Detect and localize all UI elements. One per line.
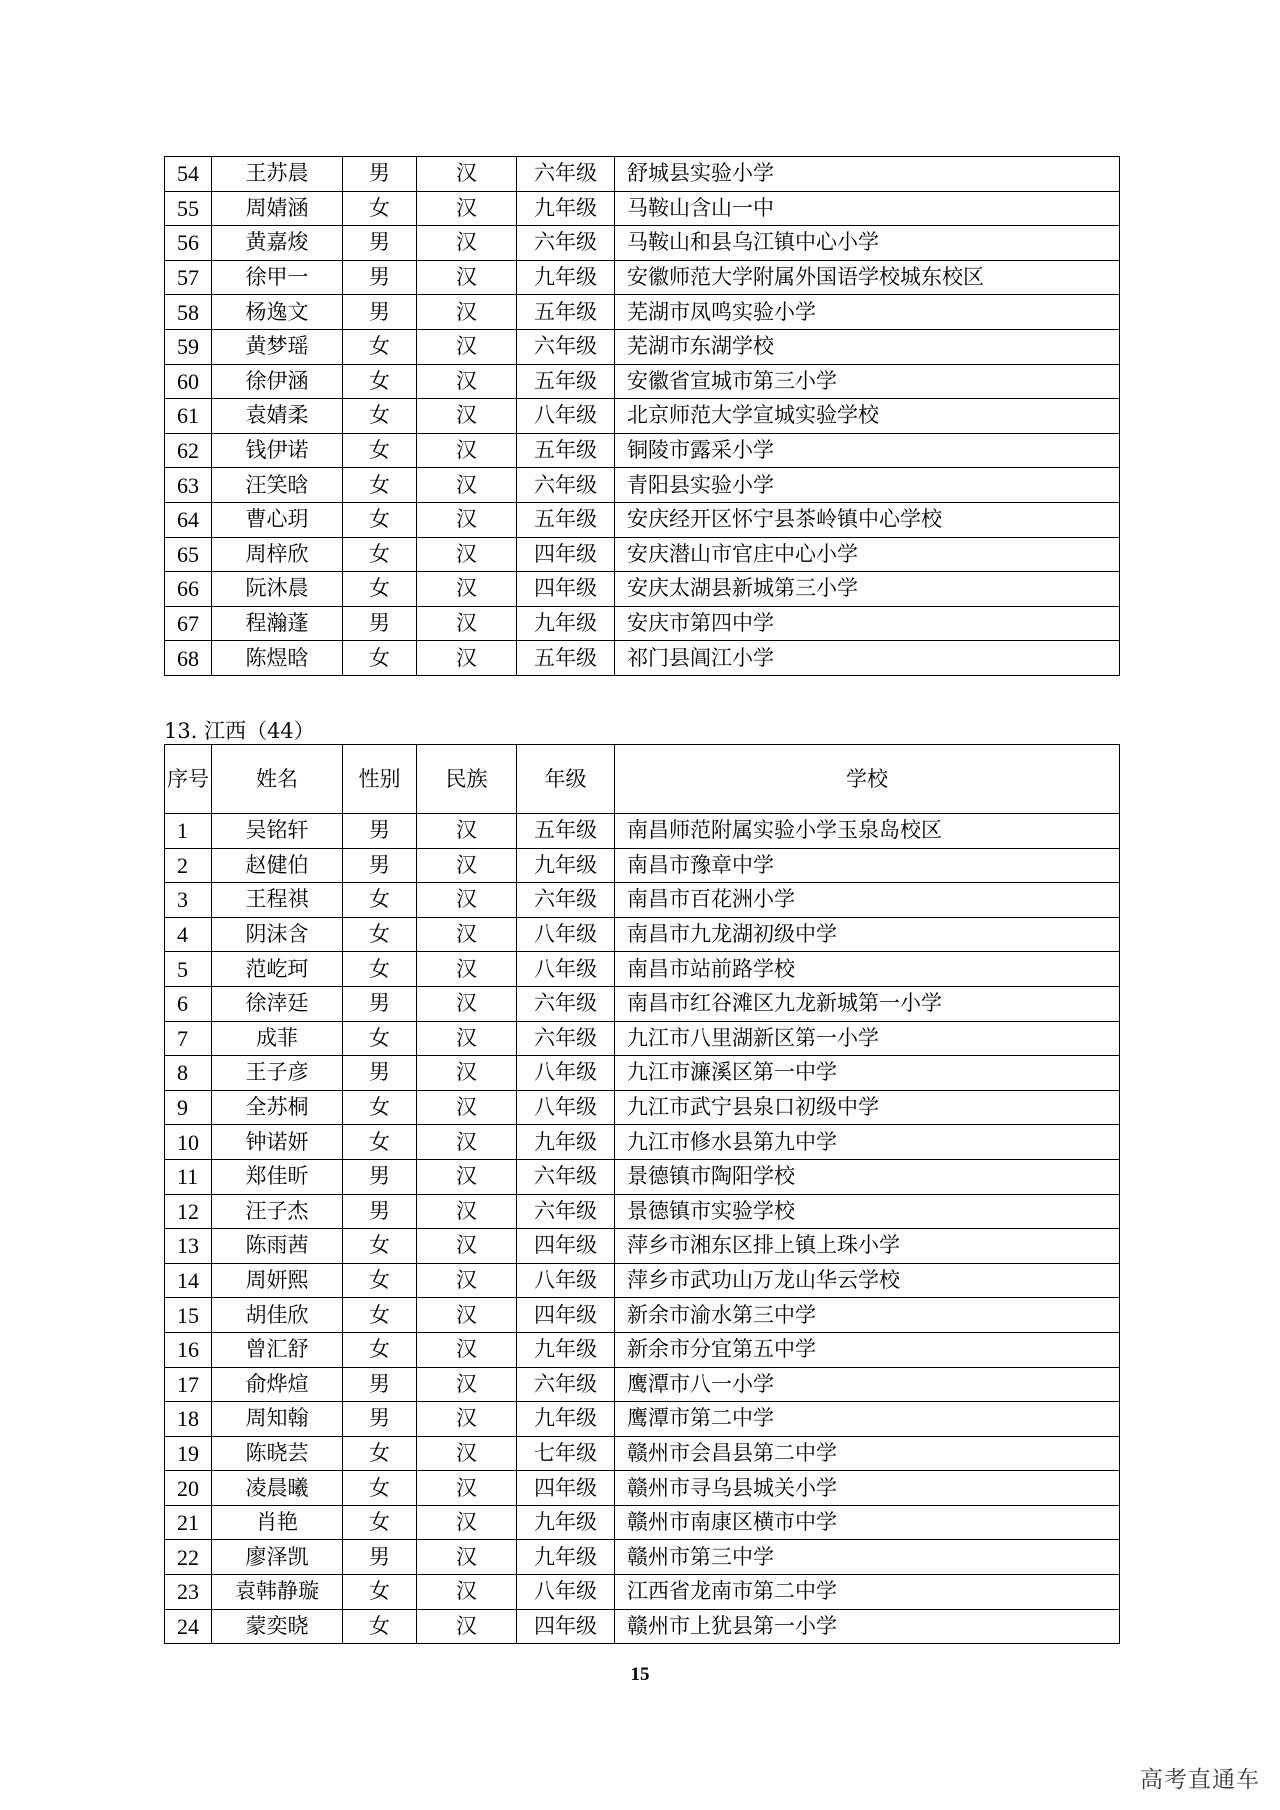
cell-name: 钱伊诺 xyxy=(212,433,343,468)
table-row xyxy=(165,157,1120,192)
cell-grade: 八年级 xyxy=(517,1056,615,1091)
cell-school: 南昌师范附属实验小学玉泉岛校区 xyxy=(615,814,1120,849)
cell-grade: 九年级 xyxy=(517,606,615,641)
cell-grade: 八年级 xyxy=(517,1575,615,1610)
cell-grade: 八年级 xyxy=(517,917,615,952)
table-row xyxy=(165,1505,1120,1540)
cell-name: 袁婧柔 xyxy=(212,399,343,434)
cell-index: 62 xyxy=(165,433,212,468)
cell-school: 萍乡市武功山万龙山华云学校 xyxy=(615,1263,1120,1298)
cell-grade: 六年级 xyxy=(517,329,615,364)
cell-gender: 女 xyxy=(343,329,417,364)
cell-grade: 八年级 xyxy=(517,399,615,434)
cell-school: 青阳县实验小学 xyxy=(615,468,1120,503)
table-row xyxy=(165,917,1120,952)
cell-gender: 男 xyxy=(343,1159,417,1194)
table-row xyxy=(165,952,1120,987)
cell-ethnicity: 汉 xyxy=(417,1229,517,1264)
cell-ethnicity: 汉 xyxy=(417,572,517,607)
cell-index: 56 xyxy=(165,226,212,261)
table-row xyxy=(165,572,1120,607)
table-row xyxy=(165,1194,1120,1229)
cell-gender: 女 xyxy=(343,1125,417,1160)
cell-grade: 九年级 xyxy=(517,1402,615,1437)
cell-school: 赣州市第三中学 xyxy=(615,1540,1120,1575)
cell-grade: 四年级 xyxy=(517,1471,615,1506)
cell-index: 24 xyxy=(165,1609,212,1644)
cell-grade: 九年级 xyxy=(517,260,615,295)
cell-school: 景德镇市陶阳学校 xyxy=(615,1159,1120,1194)
cell-school: 南昌市豫章中学 xyxy=(615,848,1120,883)
cell-school: 安庆太湖县新城第三小学 xyxy=(615,572,1120,607)
cell-name: 陈晓芸 xyxy=(212,1436,343,1471)
cell-grade: 五年级 xyxy=(517,364,615,399)
cell-name: 全苏桐 xyxy=(212,1090,343,1125)
cell-grade: 八年级 xyxy=(517,1090,615,1125)
cell-gender: 女 xyxy=(343,1575,417,1610)
cell-index: 15 xyxy=(165,1298,212,1333)
cell-school: 九江市八里湖新区第一小学 xyxy=(615,1021,1120,1056)
table-row xyxy=(165,502,1120,537)
cell-index: 2 xyxy=(165,848,212,883)
page-number: 15 xyxy=(630,1664,650,1685)
cell-grade: 九年级 xyxy=(517,1125,615,1160)
cell-gender: 女 xyxy=(343,468,417,503)
table-row xyxy=(165,986,1120,1021)
table-row xyxy=(165,537,1120,572)
cell-name: 徐甲一 xyxy=(212,260,343,295)
table-row xyxy=(165,814,1120,849)
cell-name: 汪笑晗 xyxy=(212,468,343,503)
cell-school: 新余市渝水第三中学 xyxy=(615,1298,1120,1333)
cell-gender: 女 xyxy=(343,191,417,226)
cell-name: 肖艳 xyxy=(212,1505,343,1540)
cell-name: 徐涬廷 xyxy=(212,986,343,1021)
table-row xyxy=(165,399,1120,434)
cell-gender: 女 xyxy=(343,1505,417,1540)
table-row xyxy=(165,1436,1120,1471)
table-row xyxy=(165,329,1120,364)
cell-gender: 女 xyxy=(343,1021,417,1056)
cell-ethnicity: 汉 xyxy=(417,1609,517,1644)
cell-index: 66 xyxy=(165,572,212,607)
table-row xyxy=(165,848,1120,883)
cell-name: 汪子杰 xyxy=(212,1194,343,1229)
table-row xyxy=(165,364,1120,399)
cell-ethnicity: 汉 xyxy=(417,329,517,364)
header-name: 姓名 xyxy=(212,745,343,814)
cell-ethnicity: 汉 xyxy=(417,1194,517,1229)
cell-ethnicity: 汉 xyxy=(417,814,517,849)
cell-index: 22 xyxy=(165,1540,212,1575)
cell-grade: 六年级 xyxy=(517,1194,615,1229)
cell-ethnicity: 汉 xyxy=(417,1402,517,1437)
cell-grade: 六年级 xyxy=(517,986,615,1021)
table-row xyxy=(165,1090,1120,1125)
cell-name: 俞烨煊 xyxy=(212,1367,343,1402)
cell-grade: 六年级 xyxy=(517,157,615,192)
table-row xyxy=(165,260,1120,295)
table-row xyxy=(165,1402,1120,1437)
cell-name: 陈煜晗 xyxy=(212,641,343,676)
table-row xyxy=(165,1056,1120,1091)
cell-ethnicity: 汉 xyxy=(417,468,517,503)
cell-name: 杨逸文 xyxy=(212,295,343,330)
table-row xyxy=(165,226,1120,261)
cell-school: 新余市分宜第五中学 xyxy=(615,1332,1120,1367)
cell-index: 68 xyxy=(165,641,212,676)
cell-ethnicity: 汉 xyxy=(417,1056,517,1091)
cell-name: 曹心玥 xyxy=(212,502,343,537)
table-row xyxy=(165,1332,1120,1367)
cell-school: 安徽省宣城市第三小学 xyxy=(615,364,1120,399)
table-row xyxy=(165,1471,1120,1506)
cell-grade: 九年级 xyxy=(517,848,615,883)
cell-school: 安徽师范大学附属外国语学校城东校区 xyxy=(615,260,1120,295)
cell-ethnicity: 汉 xyxy=(417,848,517,883)
header-index: 序号 xyxy=(165,745,212,814)
cell-ethnicity: 汉 xyxy=(417,1332,517,1367)
cell-school: 景德镇市实验学校 xyxy=(615,1194,1120,1229)
cell-name: 赵健伯 xyxy=(212,848,343,883)
cell-grade: 八年级 xyxy=(517,952,615,987)
cell-school: 赣州市南康区横市中学 xyxy=(615,1505,1120,1540)
cell-gender: 男 xyxy=(343,986,417,1021)
cell-index: 10 xyxy=(165,1125,212,1160)
cell-ethnicity: 汉 xyxy=(417,1090,517,1125)
table-row xyxy=(165,606,1120,641)
table-row xyxy=(165,295,1120,330)
cell-gender: 女 xyxy=(343,883,417,918)
cell-ethnicity: 汉 xyxy=(417,1540,517,1575)
cell-index: 14 xyxy=(165,1263,212,1298)
cell-index: 23 xyxy=(165,1575,212,1610)
table-row xyxy=(165,1575,1120,1610)
table-row xyxy=(165,1298,1120,1333)
cell-name: 王苏晨 xyxy=(212,157,343,192)
cell-index: 13 xyxy=(165,1229,212,1264)
cell-gender: 女 xyxy=(343,1609,417,1644)
cell-grade: 六年级 xyxy=(517,883,615,918)
cell-ethnicity: 汉 xyxy=(417,157,517,192)
cell-index: 4 xyxy=(165,917,212,952)
cell-gender: 女 xyxy=(343,537,417,572)
cell-gender: 男 xyxy=(343,1056,417,1091)
cell-school: 鹰潭市第二中学 xyxy=(615,1402,1120,1437)
table-row xyxy=(165,883,1120,918)
cell-index: 60 xyxy=(165,364,212,399)
header-row xyxy=(165,745,1120,814)
cell-school: 九江市武宁县泉口初级中学 xyxy=(615,1090,1120,1125)
cell-name: 吴铭轩 xyxy=(212,814,343,849)
header-gender: 性别 xyxy=(343,745,417,814)
cell-index: 64 xyxy=(165,502,212,537)
cell-gender: 男 xyxy=(343,814,417,849)
cell-index: 65 xyxy=(165,537,212,572)
table-row xyxy=(165,1021,1120,1056)
cell-gender: 女 xyxy=(343,364,417,399)
cell-gender: 女 xyxy=(343,1298,417,1333)
cell-gender: 女 xyxy=(343,1471,417,1506)
table-row xyxy=(165,433,1120,468)
cell-gender: 女 xyxy=(343,399,417,434)
cell-index: 19 xyxy=(165,1436,212,1471)
cell-ethnicity: 汉 xyxy=(417,1021,517,1056)
cell-grade: 九年级 xyxy=(517,191,615,226)
cell-school: 铜陵市露采小学 xyxy=(615,433,1120,468)
cell-grade: 七年级 xyxy=(517,1436,615,1471)
table-jiangxi xyxy=(164,744,1120,1644)
cell-name: 王子彦 xyxy=(212,1056,343,1091)
cell-school: 马鞍山和县乌江镇中心小学 xyxy=(615,226,1120,261)
cell-name: 蒙奕晓 xyxy=(212,1609,343,1644)
cell-name: 范屹珂 xyxy=(212,952,343,987)
cell-name: 成菲 xyxy=(212,1021,343,1056)
cell-ethnicity: 汉 xyxy=(417,191,517,226)
cell-gender: 女 xyxy=(343,572,417,607)
cell-grade: 四年级 xyxy=(517,1229,615,1264)
cell-index: 58 xyxy=(165,295,212,330)
cell-grade: 五年级 xyxy=(517,502,615,537)
table-b-header xyxy=(165,745,1120,814)
cell-index: 61 xyxy=(165,399,212,434)
cell-name: 徐伊涵 xyxy=(212,364,343,399)
cell-grade: 六年级 xyxy=(517,1367,615,1402)
cell-index: 21 xyxy=(165,1505,212,1540)
cell-grade: 九年级 xyxy=(517,1505,615,1540)
cell-index: 5 xyxy=(165,952,212,987)
cell-name: 黄梦瑶 xyxy=(212,329,343,364)
cell-index: 6 xyxy=(165,986,212,1021)
cell-school: 安庆潜山市官庄中心小学 xyxy=(615,537,1120,572)
cell-ethnicity: 汉 xyxy=(417,952,517,987)
cell-school: 芜湖市东湖学校 xyxy=(615,329,1120,364)
cell-index: 57 xyxy=(165,260,212,295)
cell-ethnicity: 汉 xyxy=(417,1159,517,1194)
cell-gender: 女 xyxy=(343,1229,417,1264)
table-row xyxy=(165,468,1120,503)
cell-ethnicity: 汉 xyxy=(417,399,517,434)
cell-gender: 女 xyxy=(343,433,417,468)
cell-grade: 五年级 xyxy=(517,433,615,468)
cell-index: 11 xyxy=(165,1159,212,1194)
cell-gender: 男 xyxy=(343,260,417,295)
cell-ethnicity: 汉 xyxy=(417,364,517,399)
table-row xyxy=(165,191,1120,226)
cell-index: 18 xyxy=(165,1402,212,1437)
cell-ethnicity: 汉 xyxy=(417,917,517,952)
cell-name: 廖泽凯 xyxy=(212,1540,343,1575)
cell-grade: 六年级 xyxy=(517,1159,615,1194)
cell-school: 马鞍山含山一中 xyxy=(615,191,1120,226)
cell-ethnicity: 汉 xyxy=(417,1505,517,1540)
cell-index: 20 xyxy=(165,1471,212,1506)
cell-gender: 男 xyxy=(343,157,417,192)
table-a-body xyxy=(165,157,1120,676)
cell-grade: 六年级 xyxy=(517,226,615,261)
cell-school: 安庆市第四中学 xyxy=(615,606,1120,641)
cell-gender: 男 xyxy=(343,226,417,261)
cell-school: 萍乡市湘东区排上镇上珠小学 xyxy=(615,1229,1120,1264)
cell-gender: 女 xyxy=(343,502,417,537)
cell-index: 59 xyxy=(165,329,212,364)
cell-ethnicity: 汉 xyxy=(417,502,517,537)
cell-ethnicity: 汉 xyxy=(417,641,517,676)
cell-ethnicity: 汉 xyxy=(417,1367,517,1402)
cell-name: 钟诺妍 xyxy=(212,1125,343,1160)
cell-school: 鹰潭市八一小学 xyxy=(615,1367,1120,1402)
cell-gender: 男 xyxy=(343,848,417,883)
table-row xyxy=(165,1609,1120,1644)
cell-grade: 五年级 xyxy=(517,814,615,849)
cell-gender: 男 xyxy=(343,1367,417,1402)
cell-name: 黄嘉焌 xyxy=(212,226,343,261)
cell-name: 凌晨曦 xyxy=(212,1471,343,1506)
cell-index: 16 xyxy=(165,1332,212,1367)
cell-gender: 女 xyxy=(343,1263,417,1298)
cell-gender: 男 xyxy=(343,606,417,641)
cell-gender: 女 xyxy=(343,952,417,987)
cell-ethnicity: 汉 xyxy=(417,1125,517,1160)
table-row xyxy=(165,641,1120,676)
cell-school: 九江市修水县第九中学 xyxy=(615,1125,1120,1160)
cell-ethnicity: 汉 xyxy=(417,1575,517,1610)
cell-ethnicity: 汉 xyxy=(417,883,517,918)
cell-gender: 女 xyxy=(343,641,417,676)
cell-grade: 四年级 xyxy=(517,1609,615,1644)
table-row xyxy=(165,1540,1120,1575)
cell-index: 17 xyxy=(165,1367,212,1402)
header-school: 学校 xyxy=(615,745,1120,814)
cell-gender: 男 xyxy=(343,1194,417,1229)
cell-ethnicity: 汉 xyxy=(417,1298,517,1333)
cell-index: 8 xyxy=(165,1056,212,1091)
cell-grade: 四年级 xyxy=(517,1298,615,1333)
cell-index: 12 xyxy=(165,1194,212,1229)
table-b-body xyxy=(165,814,1120,1644)
cell-ethnicity: 汉 xyxy=(417,1263,517,1298)
cell-school: 江西省龙南市第二中学 xyxy=(615,1575,1120,1610)
cell-grade: 四年级 xyxy=(517,537,615,572)
cell-name: 曾汇舒 xyxy=(212,1332,343,1367)
cell-grade: 六年级 xyxy=(517,1021,615,1056)
cell-name: 阮沐晨 xyxy=(212,572,343,607)
cell-gender: 女 xyxy=(343,1090,417,1125)
cell-school: 安庆经开区怀宁县茶岭镇中心学校 xyxy=(615,502,1120,537)
section-title-jiangxi: 13. 江西（44） xyxy=(164,719,315,743)
cell-ethnicity: 汉 xyxy=(417,1471,517,1506)
cell-index: 7 xyxy=(165,1021,212,1056)
cell-gender: 男 xyxy=(343,295,417,330)
cell-school: 九江市濂溪区第一中学 xyxy=(615,1056,1120,1091)
cell-ethnicity: 汉 xyxy=(417,986,517,1021)
cell-ethnicity: 汉 xyxy=(417,226,517,261)
cell-name: 程瀚蓬 xyxy=(212,606,343,641)
cell-school: 南昌市站前路学校 xyxy=(615,952,1120,987)
cell-school: 南昌市百花洲小学 xyxy=(615,883,1120,918)
cell-index: 1 xyxy=(165,814,212,849)
cell-gender: 男 xyxy=(343,1540,417,1575)
cell-grade: 四年级 xyxy=(517,572,615,607)
cell-gender: 男 xyxy=(343,1402,417,1437)
cell-school: 赣州市上犹县第一小学 xyxy=(615,1609,1120,1644)
cell-grade: 九年级 xyxy=(517,1332,615,1367)
cell-index: 54 xyxy=(165,157,212,192)
cell-ethnicity: 汉 xyxy=(417,260,517,295)
cell-school: 北京师范大学宣城实验学校 xyxy=(615,399,1120,434)
table-row xyxy=(165,1159,1120,1194)
cell-name: 周婧涵 xyxy=(212,191,343,226)
cell-name: 胡佳欣 xyxy=(212,1298,343,1333)
cell-school: 南昌市九龙湖初级中学 xyxy=(615,917,1120,952)
cell-index: 67 xyxy=(165,606,212,641)
cell-name: 周知翰 xyxy=(212,1402,343,1437)
cell-gender: 女 xyxy=(343,1436,417,1471)
cell-name: 袁韩静璇 xyxy=(212,1575,343,1610)
cell-school: 赣州市会昌县第二中学 xyxy=(615,1436,1120,1471)
cell-name: 阴沫含 xyxy=(212,917,343,952)
cell-grade: 八年级 xyxy=(517,1263,615,1298)
cell-ethnicity: 汉 xyxy=(417,295,517,330)
cell-index: 9 xyxy=(165,1090,212,1125)
cell-school: 祁门县阊江小学 xyxy=(615,641,1120,676)
cell-grade: 五年级 xyxy=(517,641,615,676)
cell-gender: 女 xyxy=(343,917,417,952)
cell-name: 王程祺 xyxy=(212,883,343,918)
cell-index: 63 xyxy=(165,468,212,503)
header-ethnicity: 民族 xyxy=(417,745,517,814)
table-row xyxy=(165,1367,1120,1402)
cell-index: 55 xyxy=(165,191,212,226)
watermark: 高考直通车 xyxy=(1140,1767,1260,1793)
cell-school: 南昌市红谷滩区九龙新城第一小学 xyxy=(615,986,1120,1021)
table-row xyxy=(165,1229,1120,1264)
table-row xyxy=(165,1125,1120,1160)
cell-school: 舒城县实验小学 xyxy=(615,157,1120,192)
cell-school: 赣州市寻乌县城关小学 xyxy=(615,1471,1120,1506)
cell-name: 郑佳昕 xyxy=(212,1159,343,1194)
table-anhui-continued xyxy=(164,156,1120,676)
cell-grade: 六年级 xyxy=(517,468,615,503)
cell-ethnicity: 汉 xyxy=(417,433,517,468)
cell-name: 周妍熙 xyxy=(212,1263,343,1298)
header-grade: 年级 xyxy=(517,745,615,814)
cell-grade: 九年级 xyxy=(517,1540,615,1575)
cell-ethnicity: 汉 xyxy=(417,606,517,641)
cell-name: 陈雨茜 xyxy=(212,1229,343,1264)
cell-index: 3 xyxy=(165,883,212,918)
cell-name: 周梓欣 xyxy=(212,537,343,572)
cell-ethnicity: 汉 xyxy=(417,1436,517,1471)
table-row xyxy=(165,1263,1120,1298)
cell-school: 芜湖市凤鸣实验小学 xyxy=(615,295,1120,330)
cell-gender: 女 xyxy=(343,1332,417,1367)
cell-grade: 五年级 xyxy=(517,295,615,330)
cell-ethnicity: 汉 xyxy=(417,537,517,572)
